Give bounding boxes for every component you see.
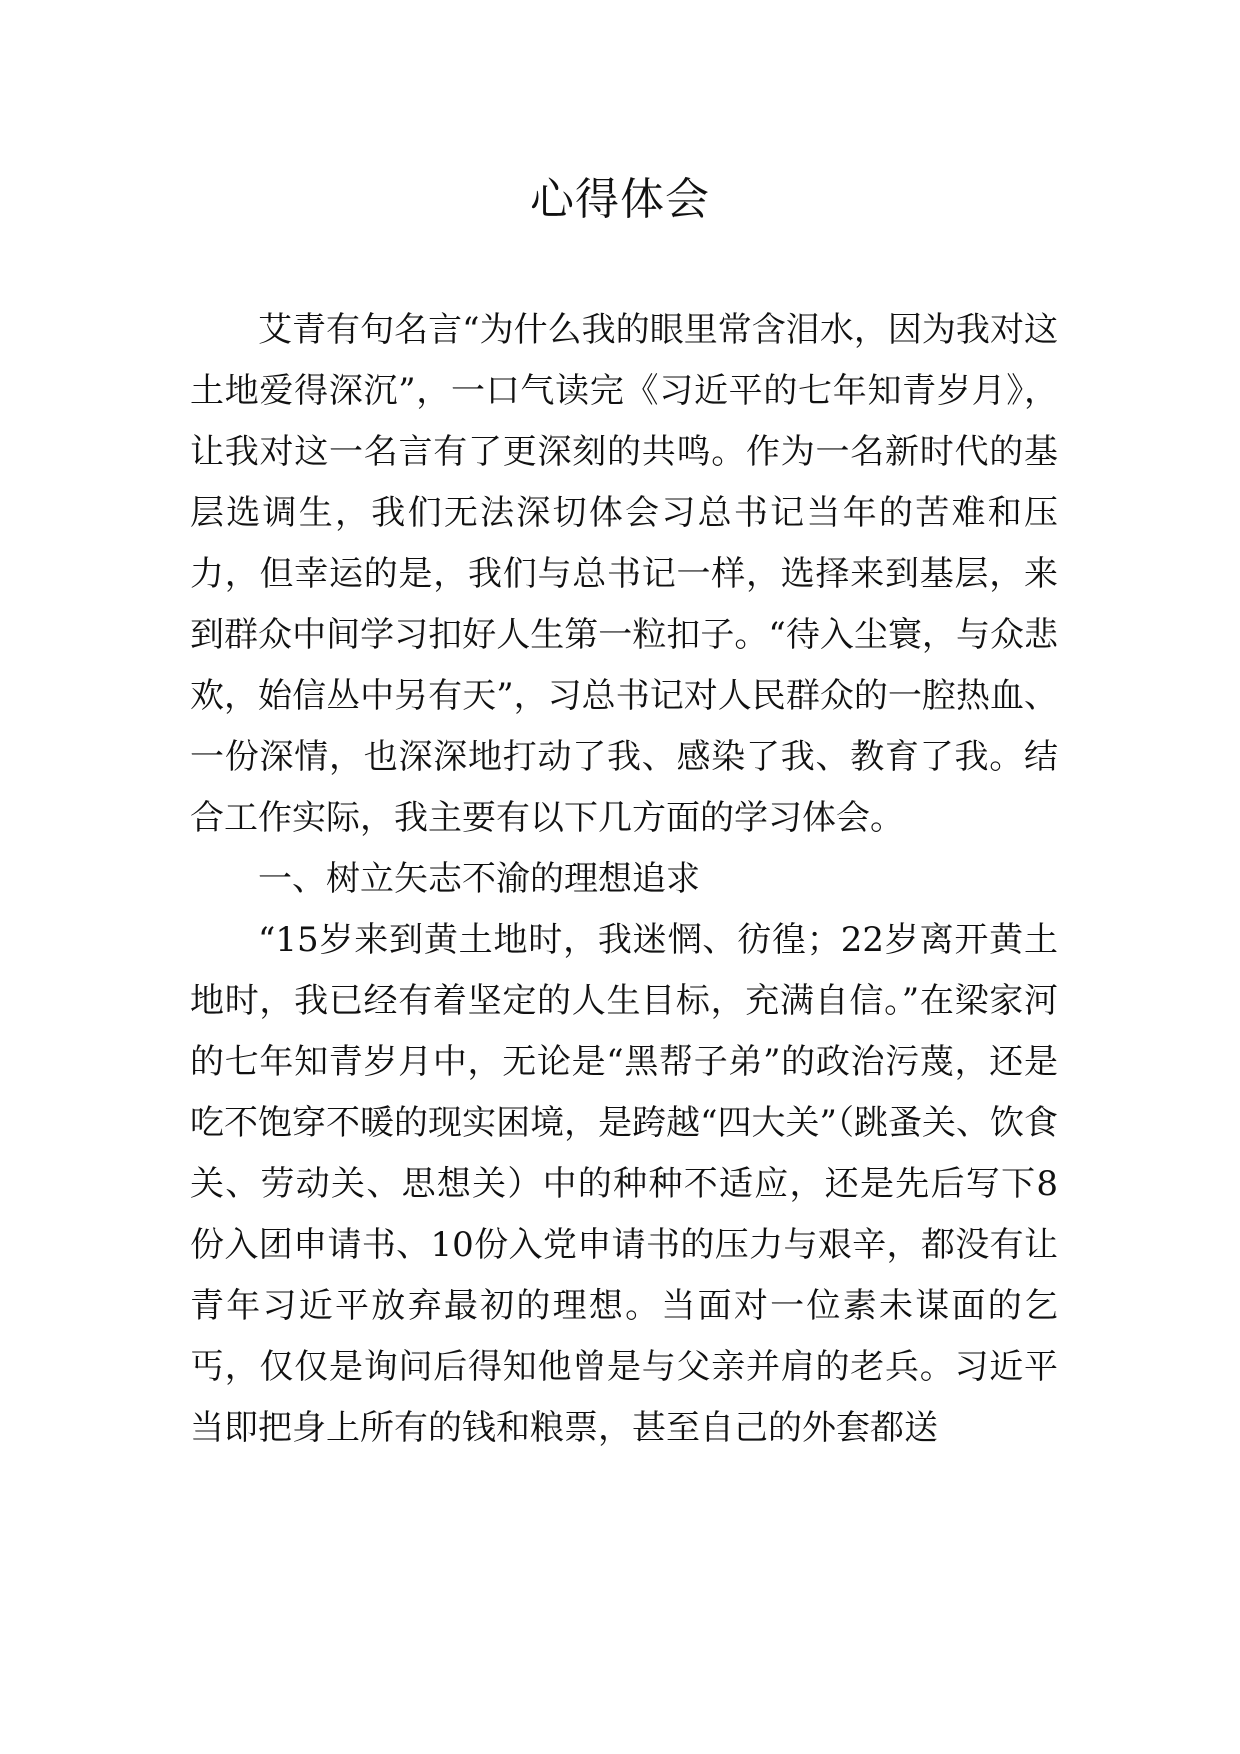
document-body (190, 300, 1058, 1459)
section-heading-1: 一、树立矢志不渝的理想追求 (258, 859, 700, 899)
page-title: 心得体会 (530, 174, 710, 225)
paragraph-section-1: “15岁来到黄土地时，我迷惘、彷徨；22岁离开黄土地时，我已经有着坚定的人生目标，充满自信。”在梁家河的七年知青岁月中，无论是“黑帮子弟”的政治污蔑，还是吃不饱穿不暖的现实困境，是跨越“四大关”（跳蚤关、饮食关、劳动关、思想关）中的种种不适应，还是先后写下8份入团申请书、10份入党申请书的压力与艰辛，都没有让青年习近平放弃最初的理想。当面对一位素未谋面的乞丐，仅仅是询问后得知他曾是与父亲并肩的老兵。习近平当即把身上所有的钱和粮票，甚至自己的外套都送 (190, 920, 1058, 1448)
paragraph-intro: 艾青有句名言“为什么我的眼里常含泪水，因为我对这土地爱得深沉”，一口气读完《习近平的七年知青岁月》，让我对这一名言有了更深刻的共鸣。作为一名新时代的基层选调生，我们无法深切体会习总书记当年的苦难和压力，但幸运的是，我们与总书记一样，选择来到基层，来到群众中间学习扣好人生第一粒扣子。“待入尘寰，与众悲欢，始信丛中另有天”，习总书记对人民群众的一腔热血、一份深情，也深深地打动了我、感染了我、教育了我。结合工作实际，我主要有以下几方面的学习体会。 (190, 310, 1058, 838)
